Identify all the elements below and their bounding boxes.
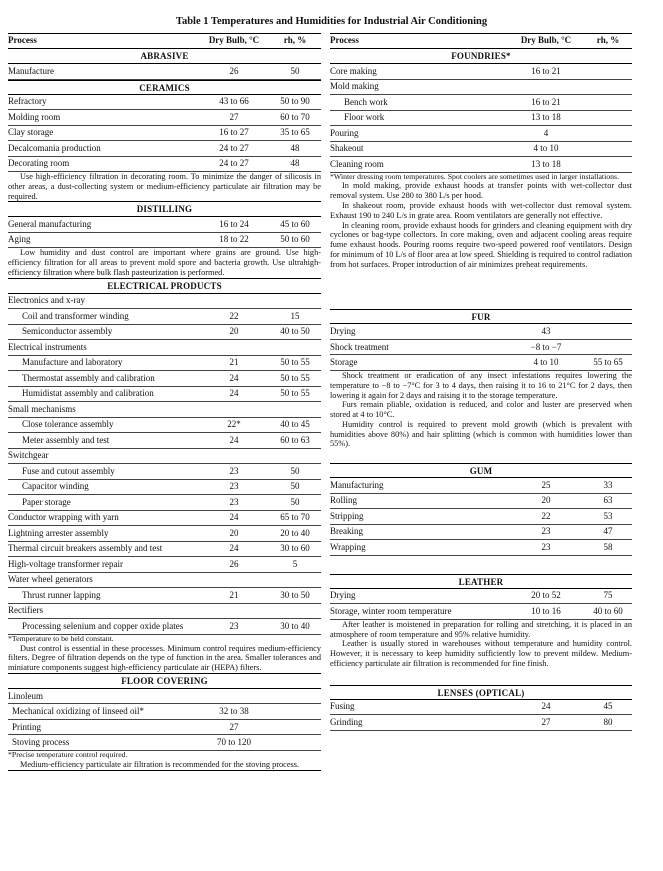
footnote: *Winter dressing room temperatures. Spot coolers are sometimes used in larger installations. <box>330 171 620 181</box>
row-process: Drying <box>330 590 356 601</box>
table-row <box>330 142 632 158</box>
group-label: Water wheel generators <box>8 573 321 589</box>
row-dry-bulb: 27 <box>229 111 239 122</box>
row-dry-bulb: 27 <box>229 721 239 732</box>
row-rh: 48 <box>290 158 300 169</box>
group-label: Mold making <box>330 80 632 96</box>
table-row <box>8 720 321 736</box>
row-process: Refractory <box>8 96 47 107</box>
table-row <box>330 589 632 605</box>
table-row <box>8 233 321 249</box>
section-note: Leather is usually stored in warehouses without temperature and humidity control. However, it is necessary to keep humidity sufficiently low to prevent mildew. Medium-efficiency particulate air filtration is recommended for fine finish. <box>330 639 632 668</box>
section-title: ABRASIVE <box>8 49 321 64</box>
row-rh: 50 <box>290 481 300 492</box>
header-dry-bulb: Dry Bulb, °C <box>208 35 260 46</box>
row-process: Cleaning room <box>330 158 384 169</box>
table-row <box>330 494 632 510</box>
table-row <box>8 704 321 720</box>
row-process: Molding room <box>8 111 61 122</box>
header-rh: rh, % <box>283 35 307 46</box>
row-dry-bulb: 24 to 27 <box>219 158 249 169</box>
section-title: FUR <box>330 309 632 324</box>
row-dry-bulb: 16 to 27 <box>219 127 249 138</box>
table-row <box>330 126 632 142</box>
table-row <box>330 340 632 356</box>
row-dry-bulb: 70 to 120 <box>216 737 251 748</box>
rows <box>330 700 632 731</box>
right-column <box>330 33 632 731</box>
row-dry-bulb: 20 <box>541 495 551 506</box>
row-dry-bulb: 26 <box>229 558 239 569</box>
row-rh: 40 to 50 <box>280 326 310 337</box>
row-rh: 40 to 60 <box>593 605 623 616</box>
rows <box>330 95 632 126</box>
row-rh: 80 <box>603 716 613 727</box>
spacer <box>330 269 632 309</box>
row-rh: 53 <box>603 510 613 521</box>
row-dry-bulb: 22 <box>229 310 239 321</box>
group-label: Switchgear <box>8 449 321 465</box>
row-process: Bench work <box>344 96 388 107</box>
table-row <box>8 325 321 341</box>
row-rh: 35 to 65 <box>280 127 310 138</box>
table-row <box>330 700 632 716</box>
row-process: Decorating room <box>8 158 70 169</box>
spacer <box>330 556 632 574</box>
row-dry-bulb: 4 to 10 <box>533 143 559 154</box>
group-label: Rectifiers <box>8 604 321 620</box>
section-note: Use high-efficiency filtration in decorating room. To minimize the danger of silicosis in other areas, a dust-collecting system or medium-efficiency particulate air filtration may be required. <box>8 172 321 201</box>
row-rh: 33 <box>603 479 613 490</box>
row-dry-bulb: 20 <box>229 326 239 337</box>
table-row <box>8 64 321 80</box>
table-row <box>330 509 632 525</box>
row-rh: 48 <box>290 142 300 153</box>
section-note: Humidity control is required to prevent mold growth (which is prevalent with humidities above 80%) and hair splitting (which is common with humidities lower than 55%). <box>330 419 632 449</box>
row-dry-bulb: 18 to 22 <box>219 234 249 245</box>
section-note: Shock treatment or eradication of any insect infestations requires lowering the temperature to −8 to −7°C for 3 to 4 days, then raising it to 16 to 21°C for 2 days, then lowering it again for 2 days and raising it to the storage temperature. <box>330 370 632 400</box>
row-dry-bulb: 22 <box>541 510 551 521</box>
table-row <box>8 110 321 126</box>
row-dry-bulb: 27 <box>541 716 551 727</box>
footnote: *Temperature to be held constant. <box>8 633 114 643</box>
row-process: Lightning arrester assembly <box>8 527 109 538</box>
section-note: Furs remain pliable, oxidation is reduced, and color and luster are preserved when stored at 4 to 10°C. <box>330 400 632 420</box>
row-process: Manufacture <box>8 65 54 76</box>
table-row <box>8 480 321 496</box>
table-row <box>8 126 321 142</box>
section-title: DISTILLING <box>8 202 321 217</box>
row-dry-bulb: 23 <box>541 526 551 537</box>
row-process: Coil and transformer winding <box>22 310 129 321</box>
table-row <box>8 141 321 157</box>
table-row <box>8 371 321 387</box>
row-process: Manufacturing <box>330 479 384 490</box>
row-process: Rolling <box>330 495 358 506</box>
row-dry-bulb: 21 <box>229 357 239 368</box>
row-dry-bulb: 23 <box>229 481 239 492</box>
row-process: Close tolerance assembly <box>22 419 114 430</box>
group-label: Small mechanisms <box>8 402 321 418</box>
row-process: Thrust runner lapping <box>22 589 101 600</box>
row-process: Processing selenium and copper oxide plates <box>22 620 184 631</box>
group-label: Linoleum <box>8 689 321 705</box>
rows <box>8 588 321 604</box>
section-note: In mold making, provide exhaust hoods at transfer points with wet-collector dust removal system. Use 280 to 380 L/s per hood. <box>330 181 632 201</box>
row-dry-bulb: 16 to 21 <box>531 96 561 107</box>
header-process: Process <box>8 35 37 46</box>
table-title: Table 1 Temperatures and Humidities for Industrial Air Conditioning <box>175 16 488 27</box>
section-title: LENSES (OPTICAL) <box>330 685 632 700</box>
row-process: General manufacturing <box>8 218 92 229</box>
row-dry-bulb: 24 <box>229 543 239 554</box>
section-note: In cleaning room, provide exhaust hoods for grinders and cleaning equipment with dry cyclones or bag-type collectors. In core making, oven and adjacent cooling areas require fume exhaust hoods. Pouring rooms require two-speed powered roof ventilators. Design for minimum of 10 L/s of floor area at low speed. Shielding is required to control radiation from hot surfaces. Proper introduction of air minimizes preheat requirements. <box>330 220 632 269</box>
rows <box>8 704 321 751</box>
table-row <box>330 111 632 127</box>
row-dry-bulb: 26 <box>229 65 239 76</box>
row-rh: 60 to 63 <box>280 434 310 445</box>
row-rh: 50 to 90 <box>280 96 310 107</box>
table-row <box>8 735 321 751</box>
rows <box>330 324 632 371</box>
rows <box>330 478 632 556</box>
row-rh: 75 <box>603 590 613 601</box>
section-title: FOUNDRIES* <box>330 49 632 64</box>
row-rh: 15 <box>290 310 300 321</box>
table-row <box>8 95 321 111</box>
section-note: Low humidity and dust control are important where grains are ground. Use high-efficiency filtration for all areas to prevent mold spore and bacteria growth. Use ultrahigh-efficiency filtration where bulk flash pasteurization is performed. <box>8 248 321 277</box>
row-process: Grinding <box>330 716 363 727</box>
row-dry-bulb: 20 <box>229 527 239 538</box>
spacer <box>330 449 632 463</box>
table-row <box>8 418 321 434</box>
row-dry-bulb: 24 <box>229 434 239 445</box>
row-process: Mechanical oxidizing of linseed oil* <box>12 706 144 717</box>
row-dry-bulb: −8 to −7 <box>530 341 562 352</box>
row-dry-bulb: 23 <box>229 496 239 507</box>
row-dry-bulb: 43 to 66 <box>219 96 249 107</box>
rows <box>8 64 321 80</box>
row-rh: 45 <box>603 701 613 712</box>
group-label: Electrical instruments <box>8 340 321 356</box>
row-process: Conductor wrapping with yarn <box>8 512 119 523</box>
section-note: In shakeout room, provide exhaust hoods with wet-collector dust removal system. Exhaust 190 to 240 L/s in grate area. Room ventilators are generally not effective. <box>330 201 632 220</box>
row-dry-bulb: 23 <box>541 541 551 552</box>
table-row <box>8 511 321 527</box>
footnote: *Precise temperature control required. <box>8 749 128 759</box>
row-process: Meter assembly and test <box>22 434 110 445</box>
row-process: Clay storage <box>8 127 54 138</box>
table-row <box>330 95 632 111</box>
row-dry-bulb: 32 to 38 <box>219 706 249 717</box>
row-process: Aging <box>8 234 31 245</box>
section-title: FLOOR COVERING <box>8 674 321 689</box>
row-dry-bulb: 43 <box>541 326 551 337</box>
rows <box>8 418 321 449</box>
table-row <box>8 495 321 511</box>
section-title: GUM <box>330 463 632 478</box>
table-row <box>8 157 321 173</box>
table-row <box>330 715 632 731</box>
left-column <box>8 33 321 771</box>
row-dry-bulb: 13 to 18 <box>531 158 561 169</box>
row-process: Fusing <box>330 701 355 712</box>
row-rh: 60 to 70 <box>280 111 310 122</box>
row-dry-bulb: 20 to 52 <box>531 590 561 601</box>
row-rh: 50 to 55 <box>280 372 310 383</box>
row-process: Manufacture and laboratory <box>22 357 123 368</box>
table-row <box>330 604 632 620</box>
rows <box>8 217 321 248</box>
row-rh: 47 <box>603 526 613 537</box>
row-rh: 63 <box>603 495 613 506</box>
row-dry-bulb: 4 <box>543 127 549 138</box>
row-dry-bulb: 22* <box>227 419 241 430</box>
section-note: Medium-efficiency particulate air filtration is recommended for the stoving process. <box>8 760 321 771</box>
table-row <box>8 309 321 325</box>
row-process: Printing <box>12 721 42 732</box>
row-process: High-voltage transformer repair <box>8 558 123 569</box>
row-rh: 45 to 60 <box>280 218 310 229</box>
table-row <box>330 525 632 541</box>
column-header <box>8 33 321 49</box>
section-title: CERAMICS <box>8 80 321 95</box>
group-label: Electronics and x-ray <box>8 294 321 310</box>
row-process: Fuse and cutout assembly <box>22 465 115 476</box>
row-process: Pouring <box>330 127 359 138</box>
row-dry-bulb: 16 to 24 <box>219 218 249 229</box>
table-row <box>330 157 632 173</box>
header-dry-bulb: Dry Bulb, °C <box>520 35 572 46</box>
row-process: Floor work <box>344 112 385 123</box>
table-row <box>330 324 632 340</box>
rows <box>8 95 321 173</box>
row-rh: 58 <box>603 541 613 552</box>
row-rh: 50 <box>290 65 300 76</box>
row-process: Humidistat assembly and calibration <box>22 388 154 399</box>
row-process: Stoving process <box>12 737 70 748</box>
row-process: Thermal circuit breakers assembly and test <box>8 543 163 554</box>
table-row <box>8 588 321 604</box>
table-row <box>8 542 321 558</box>
row-process: Storage <box>330 357 358 368</box>
section-title: ELECTRICAL PRODUCTS <box>8 279 321 294</box>
row-dry-bulb: 25 <box>541 479 551 490</box>
row-process: Semiconductor assembly <box>22 326 113 337</box>
header-process: Process <box>330 35 359 46</box>
row-process: Stripping <box>330 510 364 521</box>
table-row: Core making 16 to 21 <box>330 64 632 80</box>
table-row <box>330 540 632 556</box>
row-rh: 30 to 50 <box>280 589 310 600</box>
column-header <box>330 33 632 49</box>
row-process: Breaking <box>330 526 363 537</box>
rows <box>330 589 632 620</box>
row-dry-bulb: 24 <box>229 512 239 523</box>
table-row <box>8 356 321 372</box>
row-process: Decalcomania production <box>8 142 101 153</box>
table-row <box>8 619 321 635</box>
row-dry-bulb: 24 to 27 <box>219 142 249 153</box>
row-dry-bulb: 23 <box>229 620 239 631</box>
rows <box>330 126 632 173</box>
row-dry-bulb: 4 to 10 <box>533 357 559 368</box>
spacer <box>330 669 632 685</box>
row-dry-bulb: 24 <box>229 388 239 399</box>
section-title: LEATHER <box>330 574 632 589</box>
row-dry-bulb: 21 <box>229 589 239 600</box>
row-rh: 30 to 40 <box>280 620 310 631</box>
row-process: Thermostat assembly and calibration <box>22 372 155 383</box>
row-rh: 20 to 40 <box>280 527 310 538</box>
table-row <box>8 526 321 542</box>
row-rh: 5 <box>292 558 298 569</box>
row-process: Shakeout <box>330 143 364 154</box>
row-rh: 50 <box>290 465 300 476</box>
table-row <box>8 217 321 233</box>
row-rh: 50 <box>290 496 300 507</box>
section-note: Dust control is essential in these processes. Minimum control requires medium-efficiency filters. Degree of filtration depends on the type of function in the area. Smaller tolerances and miniature components suggest high-efficiency particulate air (HEPA) filters. <box>8 643 321 673</box>
table-row <box>8 387 321 403</box>
row-process: Drying <box>330 326 356 337</box>
table-row <box>330 478 632 494</box>
row-rh: 30 to 60 <box>280 543 310 554</box>
table-row <box>8 464 321 480</box>
header-rh: rh, % <box>596 35 620 46</box>
row-rh: 50 to 60 <box>280 234 310 245</box>
row-process: Wrapping <box>330 541 366 552</box>
rows <box>8 511 321 573</box>
row-dry-bulb: 24 <box>229 372 239 383</box>
rows <box>8 356 321 403</box>
table-row <box>8 557 321 573</box>
row-rh: 55 to 65 <box>593 357 623 368</box>
row-process: Paper storage <box>22 496 71 507</box>
row-rh: 40 to 45 <box>280 419 310 430</box>
row-rh: 50 to 55 <box>280 357 310 368</box>
row-process: Shock treatment <box>330 341 389 352</box>
row-dry-bulb: 24 <box>541 701 551 712</box>
row-process: Capacitor winding <box>22 481 89 492</box>
row-rh: 50 to 55 <box>280 388 310 399</box>
row-dry-bulb: 10 to 16 <box>531 605 561 616</box>
rows <box>8 464 321 511</box>
section-note: After leather is moistened in preparation for rolling and stretching, it is placed in an atmosphere of room temperature and 95% relative humidity. <box>330 619 632 639</box>
row-dry-bulb: 13 to 18 <box>531 112 561 123</box>
row-process: Storage, winter room temperature <box>330 605 452 616</box>
rows <box>8 619 321 635</box>
row-rh: 65 to 70 <box>280 512 310 523</box>
row-dry-bulb: 23 <box>229 465 239 476</box>
table-row <box>8 433 321 449</box>
rows <box>8 309 321 340</box>
table-row <box>330 355 632 371</box>
